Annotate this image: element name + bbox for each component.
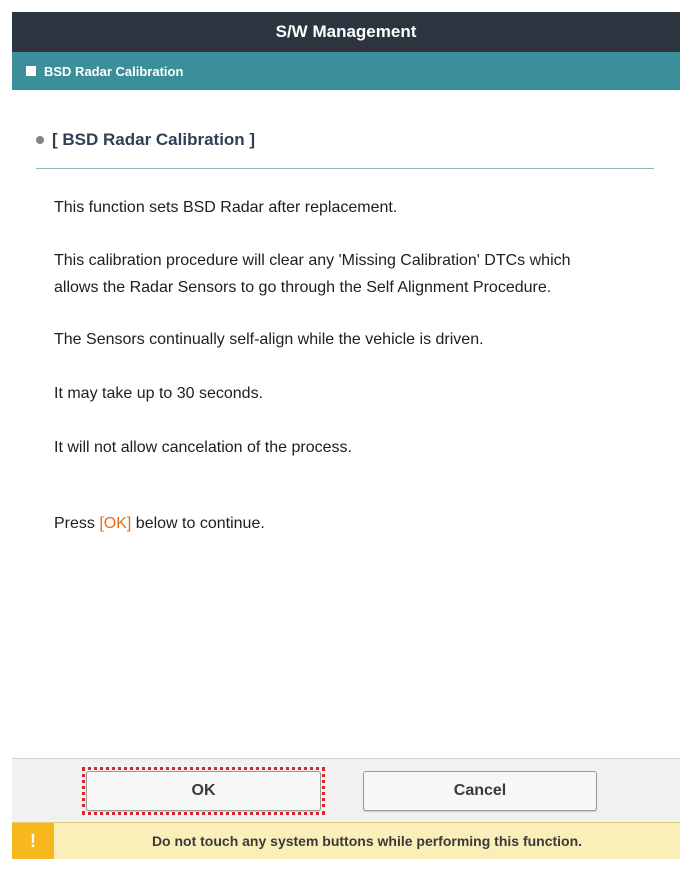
section-header: [36, 130, 255, 150]
press-suffix: below to continue.: [131, 515, 265, 532]
paragraph-procedure-line1: This calibration procedure will clear any 'Missing Calibration' DTCs which: [54, 252, 571, 269]
paragraph-procedure-line2: allows the Radar Sensors to go through the Self Alignment Procedure.: [54, 279, 552, 296]
sw-management-window: [12, 12, 680, 858]
press-prefix: Press: [54, 515, 100, 532]
divider: [36, 168, 654, 169]
title-bar: [12, 12, 680, 52]
content-area: [12, 90, 680, 758]
warning-bar: [12, 822, 680, 859]
paragraph-no-cancel: It will not allow cancelation of the process.: [54, 439, 352, 456]
paragraph-duration: It may take up to 30 seconds.: [54, 385, 264, 402]
paragraph-self-align: The Sensors continually self-align while the vehicle is driven.: [54, 331, 484, 348]
warning-exclamation-icon: !: [12, 823, 54, 859]
press-ok-instruction: [54, 510, 644, 537]
paragraph-function: This function sets BSD Radar after replacement.: [54, 199, 398, 216]
paragraph-procedure: [54, 247, 644, 301]
cancel-button[interactable]: Cancel: [363, 771, 597, 811]
bullet-dot-icon: [36, 136, 44, 144]
section-title: [ BSD Radar Calibration ]: [52, 130, 256, 149]
sub-header: [12, 52, 680, 90]
warning-text: Do not touch any system buttons while performing this function.: [151, 833, 583, 849]
square-bullet-icon: [26, 66, 36, 76]
button-bar: [12, 758, 680, 823]
sub-header-label: BSD Radar Calibration: [44, 63, 184, 79]
ok-button[interactable]: OK: [86, 771, 321, 811]
window-title: S/W Management: [275, 22, 417, 41]
press-ok-highlight: [OK]: [99, 515, 132, 532]
